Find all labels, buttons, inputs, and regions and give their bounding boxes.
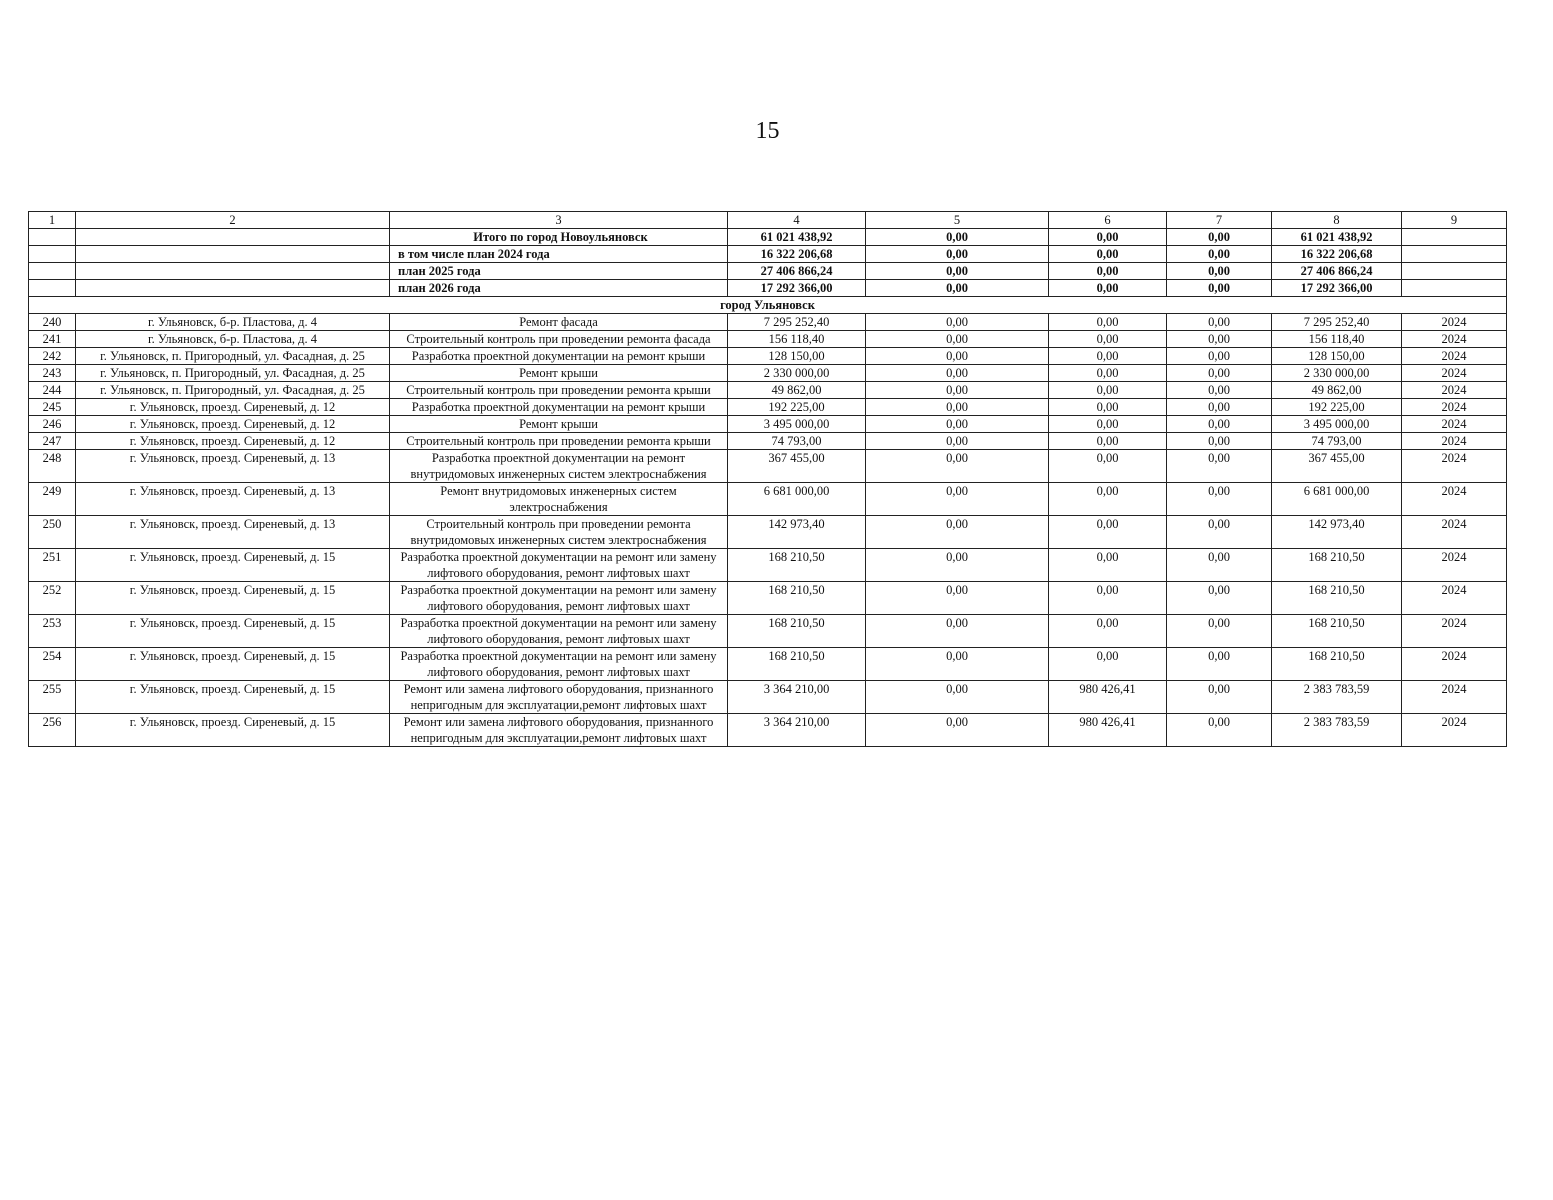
column-5-cell: 0,00: [866, 582, 1049, 615]
summary-value: 0,00: [1049, 246, 1167, 263]
address-cell: г. Ульяновск, п. Пригородный, ул. Фасадная, д. 25: [76, 382, 390, 399]
table-row: [29, 348, 1507, 365]
row-number: 245: [29, 399, 76, 416]
address-cell: г. Ульяновск, проезд. Сиреневый, д. 13: [76, 483, 390, 516]
address-cell: г. Ульяновск, проезд. Сиреневый, д. 15: [76, 714, 390, 747]
column-8-cell: 6 681 000,00: [1272, 483, 1402, 516]
address-cell: г. Ульяновск, проезд. Сиреневый, д. 15: [76, 615, 390, 648]
year-cell: 2024: [1402, 348, 1507, 365]
address-cell: г. Ульяновск, проезд. Сиреневый, д. 15: [76, 681, 390, 714]
work-description-cell: Строительный контроль при проведении ремонта крыши: [390, 433, 728, 450]
column-6-cell: 0,00: [1049, 348, 1167, 365]
column-6-cell: 980 426,41: [1049, 714, 1167, 747]
column-7-cell: 0,00: [1167, 399, 1272, 416]
address-cell: г. Ульяновск, проезд. Сиреневый, д. 15: [76, 582, 390, 615]
row-number: 254: [29, 648, 76, 681]
table-row: [29, 483, 1507, 516]
section-title: город Ульяновск: [29, 297, 1507, 314]
total-cost-cell: 168 210,50: [728, 615, 866, 648]
column-8-cell: 7 295 252,40: [1272, 314, 1402, 331]
work-description-cell: Разработка проектной документации на ремонт или замену лифтового оборудования, ремонт лифтовых шахт: [390, 582, 728, 615]
row-number: 250: [29, 516, 76, 549]
column-6-cell: 0,00: [1049, 399, 1167, 416]
row-number: 253: [29, 615, 76, 648]
table-row: [29, 615, 1507, 648]
column-7-cell: 0,00: [1167, 483, 1272, 516]
table-row: [29, 331, 1507, 348]
summary-value: 0,00: [866, 229, 1049, 246]
column-7-cell: 0,00: [1167, 348, 1272, 365]
column-6-cell: 0,00: [1049, 648, 1167, 681]
column-5-cell: 0,00: [866, 483, 1049, 516]
year-cell: 2024: [1402, 314, 1507, 331]
column-5-cell: 0,00: [866, 615, 1049, 648]
summary-row-2025: [29, 263, 1507, 280]
year-cell: 2024: [1402, 648, 1507, 681]
work-description-cell: Строительный контроль при проведении ремонта крыши: [390, 382, 728, 399]
year-cell: 2024: [1402, 615, 1507, 648]
address-cell: г. Ульяновск, проезд. Сиреневый, д. 15: [76, 648, 390, 681]
summary-value: 61 021 438,92: [728, 229, 866, 246]
year-cell: 2024: [1402, 483, 1507, 516]
summary-value: 27 406 866,24: [1272, 263, 1402, 280]
column-6-cell: 0,00: [1049, 450, 1167, 483]
column-6-cell: 0,00: [1049, 483, 1167, 516]
summary-value: 0,00: [1167, 229, 1272, 246]
row-number: 247: [29, 433, 76, 450]
column-8-cell: 192 225,00: [1272, 399, 1402, 416]
row-number: 248: [29, 450, 76, 483]
column-8-cell: 74 793,00: [1272, 433, 1402, 450]
summary-value: 0,00: [1049, 229, 1167, 246]
row-number: 243: [29, 365, 76, 382]
summary-value: 0,00: [866, 280, 1049, 297]
table-row: [29, 648, 1507, 681]
row-number: 252: [29, 582, 76, 615]
table-row: [29, 549, 1507, 582]
work-description-cell: Разработка проектной документации на ремонт или замену лифтового оборудования, ремонт лифтовых шахт: [390, 549, 728, 582]
column-7-cell: 0,00: [1167, 450, 1272, 483]
column-6-cell: 0,00: [1049, 582, 1167, 615]
address-cell: г. Ульяновск, п. Пригородный, ул. Фасадная, д. 25: [76, 348, 390, 365]
column-8-cell: 156 118,40: [1272, 331, 1402, 348]
work-description-cell: Ремонт крыши: [390, 416, 728, 433]
summary-value: 0,00: [1167, 280, 1272, 297]
column-5-cell: 0,00: [866, 348, 1049, 365]
column-8-cell: 142 973,40: [1272, 516, 1402, 549]
year-cell: 2024: [1402, 365, 1507, 382]
work-description-cell: Строительный контроль при проведении ремонта внутридомовых инженерных систем электроснабжения: [390, 516, 728, 549]
address-cell: г. Ульяновск, п. Пригородный, ул. Фасадная, д. 25: [76, 365, 390, 382]
row-number: 251: [29, 549, 76, 582]
column-5-cell: 0,00: [866, 648, 1049, 681]
column-6-cell: 0,00: [1049, 433, 1167, 450]
year-cell: 2024: [1402, 416, 1507, 433]
total-cost-cell: 49 862,00: [728, 382, 866, 399]
total-cost-cell: 168 210,50: [728, 648, 866, 681]
column-5-cell: 0,00: [866, 714, 1049, 747]
work-description-cell: Ремонт или замена лифтового оборудования, признанного непригодным для эксплуатации,ремонт лифтовых шахт: [390, 681, 728, 714]
work-description-cell: Строительный контроль при проведении ремонта фасада: [390, 331, 728, 348]
work-description-cell: Ремонт или замена лифтового оборудования, признанного непригодным для эксплуатации,ремонт лифтовых шахт: [390, 714, 728, 747]
column-7-cell: 0,00: [1167, 615, 1272, 648]
summary-value: 17 292 366,00: [728, 280, 866, 297]
row-number: 256: [29, 714, 76, 747]
total-cost-cell: 128 150,00: [728, 348, 866, 365]
total-cost-cell: 3 495 000,00: [728, 416, 866, 433]
column-5-cell: 0,00: [866, 314, 1049, 331]
column-7-cell: 0,00: [1167, 681, 1272, 714]
column-5-cell: 0,00: [866, 331, 1049, 348]
column-7-cell: 0,00: [1167, 648, 1272, 681]
column-8-cell: 2 383 783,59: [1272, 714, 1402, 747]
column-8-cell: 2 330 000,00: [1272, 365, 1402, 382]
address-cell: г. Ульяновск, б-р. Пластова, д. 4: [76, 314, 390, 331]
total-cost-cell: 168 210,50: [728, 549, 866, 582]
year-cell: 2024: [1402, 549, 1507, 582]
work-description-cell: Ремонт внутридомовых инженерных систем электроснабжения: [390, 483, 728, 516]
column-6-cell: 0,00: [1049, 549, 1167, 582]
total-cost-cell: 74 793,00: [728, 433, 866, 450]
column-8-cell: 2 383 783,59: [1272, 681, 1402, 714]
year-cell: 2024: [1402, 681, 1507, 714]
column-7-cell: 0,00: [1167, 433, 1272, 450]
work-description-cell: Ремонт фасада: [390, 314, 728, 331]
column-5-cell: 0,00: [866, 681, 1049, 714]
year-cell: 2024: [1402, 331, 1507, 348]
column-6-cell: 0,00: [1049, 382, 1167, 399]
total-cost-cell: 142 973,40: [728, 516, 866, 549]
column-7-cell: 0,00: [1167, 714, 1272, 747]
address-cell: г. Ульяновск, проезд. Сиреневый, д. 13: [76, 516, 390, 549]
column-number: 3: [390, 212, 728, 229]
year-cell: 2024: [1402, 516, 1507, 549]
year-cell: 2024: [1402, 382, 1507, 399]
total-cost-cell: 7 295 252,40: [728, 314, 866, 331]
page-number: 15: [755, 118, 780, 144]
column-6-cell: 0,00: [1049, 314, 1167, 331]
total-cost-cell: 192 225,00: [728, 399, 866, 416]
column-number: 8: [1272, 212, 1402, 229]
column-7-cell: 0,00: [1167, 516, 1272, 549]
work-description-cell: Разработка проектной документации на ремонт крыши: [390, 348, 728, 365]
table-row: [29, 433, 1507, 450]
work-description-cell: Разработка проектной документации на ремонт крыши: [390, 399, 728, 416]
work-description-cell: Разработка проектной документации на ремонт внутридомовых инженерных систем электроснабжения: [390, 450, 728, 483]
year-cell: 2024: [1402, 450, 1507, 483]
summary-label: план 2026 года: [390, 280, 728, 297]
table-row: [29, 582, 1507, 615]
address-cell: г. Ульяновск, проезд. Сиреневый, д. 12: [76, 433, 390, 450]
work-description-cell: Разработка проектной документации на ремонт или замену лифтового оборудования, ремонт лифтовых шахт: [390, 648, 728, 681]
address-cell: г. Ульяновск, б-р. Пластова, д. 4: [76, 331, 390, 348]
row-number: 246: [29, 416, 76, 433]
column-number: 2: [76, 212, 390, 229]
table-row: [29, 382, 1507, 399]
summary-row-total: [29, 229, 1507, 246]
summary-label: в том числе план 2024 года: [390, 246, 728, 263]
column-number: 1: [29, 212, 76, 229]
column-6-cell: 980 426,41: [1049, 681, 1167, 714]
total-cost-cell: 156 118,40: [728, 331, 866, 348]
column-number-row: [29, 212, 1507, 229]
column-8-cell: 168 210,50: [1272, 582, 1402, 615]
summary-value: 0,00: [1167, 263, 1272, 280]
work-description-cell: Ремонт крыши: [390, 365, 728, 382]
section-heading-row: [29, 297, 1507, 314]
total-cost-cell: 168 210,50: [728, 582, 866, 615]
column-8-cell: 3 495 000,00: [1272, 416, 1402, 433]
row-number: 242: [29, 348, 76, 365]
table-row: [29, 450, 1507, 483]
column-8-cell: 168 210,50: [1272, 615, 1402, 648]
summary-value: 16 322 206,68: [1272, 246, 1402, 263]
column-7-cell: 0,00: [1167, 382, 1272, 399]
column-7-cell: 0,00: [1167, 582, 1272, 615]
column-5-cell: 0,00: [866, 416, 1049, 433]
table-row: [29, 416, 1507, 433]
total-cost-cell: 3 364 210,00: [728, 714, 866, 747]
row-number: 255: [29, 681, 76, 714]
column-8-cell: 128 150,00: [1272, 348, 1402, 365]
summary-value: 61 021 438,92: [1272, 229, 1402, 246]
works-table: [28, 211, 1507, 747]
column-5-cell: 0,00: [866, 433, 1049, 450]
column-5-cell: 0,00: [866, 516, 1049, 549]
column-7-cell: 0,00: [1167, 416, 1272, 433]
column-8-cell: 168 210,50: [1272, 549, 1402, 582]
row-number: 244: [29, 382, 76, 399]
total-cost-cell: 3 364 210,00: [728, 681, 866, 714]
table-row: [29, 681, 1507, 714]
column-8-cell: 367 455,00: [1272, 450, 1402, 483]
column-5-cell: 0,00: [866, 382, 1049, 399]
row-number: 241: [29, 331, 76, 348]
total-cost-cell: 2 330 000,00: [728, 365, 866, 382]
address-cell: г. Ульяновск, проезд. Сиреневый, д. 12: [76, 416, 390, 433]
column-7-cell: 0,00: [1167, 549, 1272, 582]
year-cell: 2024: [1402, 582, 1507, 615]
summary-label: план 2025 года: [390, 263, 728, 280]
summary-value: 17 292 366,00: [1272, 280, 1402, 297]
column-5-cell: 0,00: [866, 399, 1049, 416]
column-8-cell: 168 210,50: [1272, 648, 1402, 681]
column-6-cell: 0,00: [1049, 615, 1167, 648]
column-number: 6: [1049, 212, 1167, 229]
summary-value: 27 406 866,24: [728, 263, 866, 280]
summary-value: 0,00: [866, 263, 1049, 280]
column-6-cell: 0,00: [1049, 416, 1167, 433]
summary-row-2026: [29, 280, 1507, 297]
summary-value: 16 322 206,68: [728, 246, 866, 263]
summary-value: 0,00: [866, 246, 1049, 263]
work-description-cell: Разработка проектной документации на ремонт или замену лифтового оборудования, ремонт лифтовых шахт: [390, 615, 728, 648]
total-cost-cell: 367 455,00: [728, 450, 866, 483]
column-6-cell: 0,00: [1049, 365, 1167, 382]
row-number: 240: [29, 314, 76, 331]
column-number: 5: [866, 212, 1049, 229]
year-cell: 2024: [1402, 399, 1507, 416]
column-6-cell: 0,00: [1049, 516, 1167, 549]
table-row: [29, 399, 1507, 416]
total-cost-cell: 6 681 000,00: [728, 483, 866, 516]
column-7-cell: 0,00: [1167, 331, 1272, 348]
address-cell: г. Ульяновск, проезд. Сиреневый, д. 13: [76, 450, 390, 483]
summary-value: 0,00: [1049, 280, 1167, 297]
column-5-cell: 0,00: [866, 365, 1049, 382]
table-row: [29, 314, 1507, 331]
column-5-cell: 0,00: [866, 450, 1049, 483]
row-number: 249: [29, 483, 76, 516]
column-number: 4: [728, 212, 866, 229]
table-row: [29, 516, 1507, 549]
column-number: 9: [1402, 212, 1507, 229]
summary-value: 0,00: [1049, 263, 1167, 280]
summary-label: Итого по город Новоульяновск: [390, 229, 728, 246]
summary-row-2024: [29, 246, 1507, 263]
column-5-cell: 0,00: [866, 549, 1049, 582]
column-8-cell: 49 862,00: [1272, 382, 1402, 399]
column-7-cell: 0,00: [1167, 314, 1272, 331]
column-6-cell: 0,00: [1049, 331, 1167, 348]
summary-value: 0,00: [1167, 246, 1272, 263]
address-cell: г. Ульяновск, проезд. Сиреневый, д. 15: [76, 549, 390, 582]
year-cell: 2024: [1402, 714, 1507, 747]
column-number: 7: [1167, 212, 1272, 229]
year-cell: 2024: [1402, 433, 1507, 450]
table-row: [29, 365, 1507, 382]
column-7-cell: 0,00: [1167, 365, 1272, 382]
table-row: [29, 714, 1507, 747]
address-cell: г. Ульяновск, проезд. Сиреневый, д. 12: [76, 399, 390, 416]
